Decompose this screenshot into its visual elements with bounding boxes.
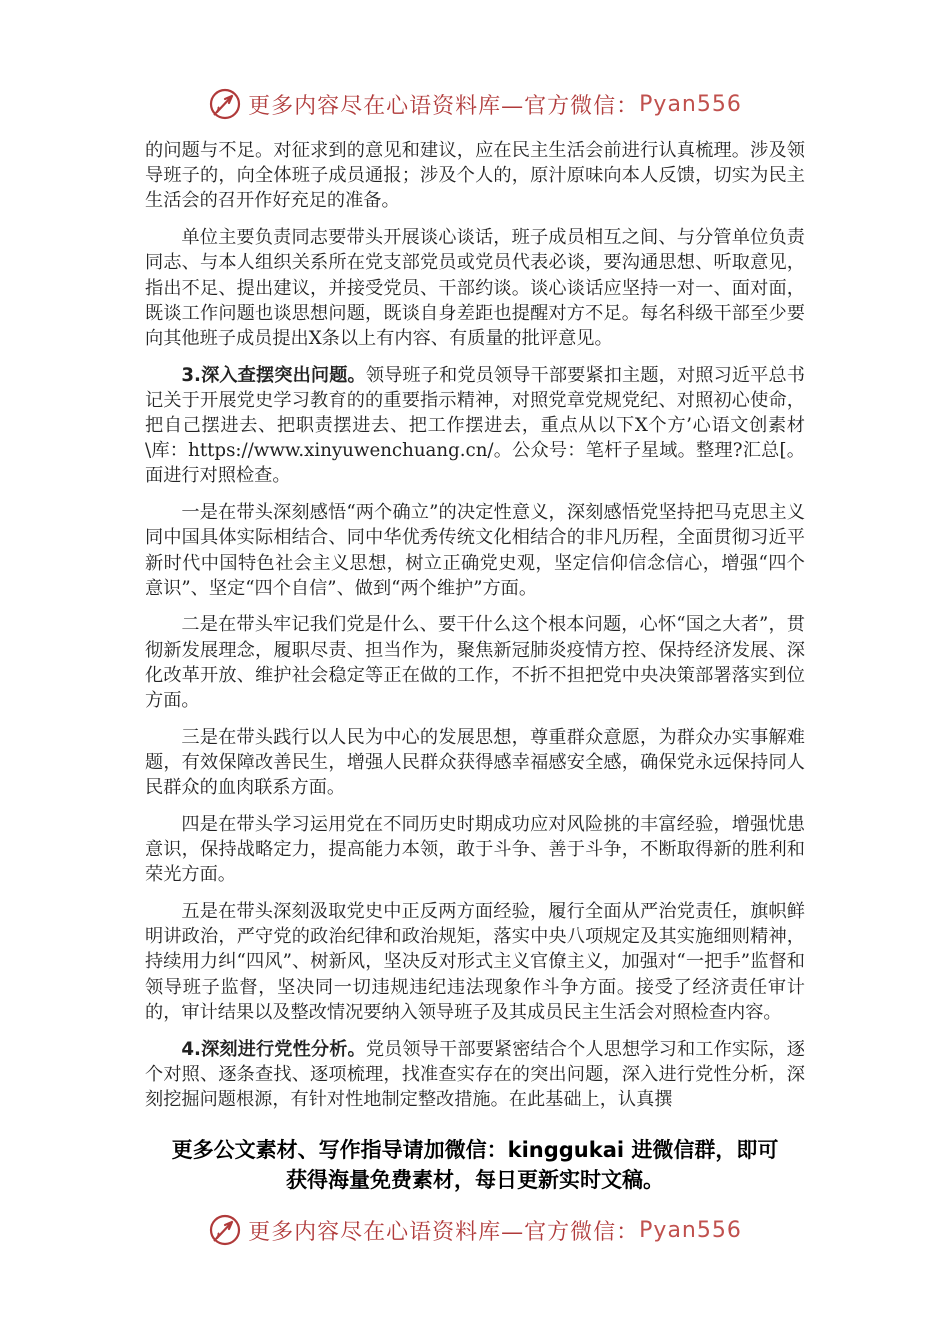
- paragraph-text: 四是在带头学习运用党在不同历史时期成功应对风险挑的丰富经验，增强忧患意识，保持战略定力，提高能力本领，敢于斗争、善于斗争，不断取得新的胜利和荣光方面。: [145, 813, 805, 886]
- paragraph-text: 党员领导干部要紧密结合个人思想学习和工作实际，逐个对照、逐条查找、逐项梳理，找准查实存在的突出问题，深入进行党性分析，深刻挖掘问题根源，有针对性地制定整改措施。在此基础上，认真撰: [145, 1038, 805, 1110]
- footer-ad-line-2: 获得海量免费素材，每日更新实时文稿。: [286, 1168, 664, 1192]
- footer-banner: [0, 1208, 950, 1252]
- paragraph: [145, 138, 805, 214]
- header-banner: [0, 82, 950, 126]
- section-heading: 3.深入查摆突出问题。: [181, 364, 366, 386]
- footer-ad: [140, 1135, 810, 1195]
- quill-logo-icon: [208, 1213, 242, 1247]
- section-heading: 4.深刻进行党性分析。: [181, 1038, 366, 1060]
- header-banner-text: 更多内容尽在心语资料库—官方微信：: [248, 93, 640, 119]
- paragraph-text: 五是在带头深刻汲取党史中正反两方面经验，履行全面从严治党责任，旗帜鲜明讲政治，严守党的政治纪律和政治规矩，落实中央八项规定及其实施细则精神，持续用力纠“四风”、树新风，坚决反对形式主义官僚主义，加强对“一把手”监督和领导班子监督，坚决同一切违规违纪违法现象作斗争方面。接受了经济责任审计的，审计结果以及整改情况要纳入领导班子及其成员民主生活会对照检查内容。: [145, 900, 805, 1023]
- paragraph-text: 的问题与不足。对征求到的意见和建议，应在民主生活会前进行认真梳理。涉及领导班子的，向全体班子成员通报；涉及个人的，原汁原味向本人反馈，切实为民主生活会的召开作好充足的准备。: [145, 140, 805, 212]
- paragraph: [145, 500, 805, 601]
- paragraph: [145, 612, 805, 713]
- footer-wechat-id: Pyan556: [639, 1217, 742, 1243]
- paragraph: [145, 363, 805, 489]
- paragraph-text: 单位主要负责同志要带头开展谈心谈话，班子成员相互之间、与分管单位负责同志、与本人组织关系所在党支部党员或党员代表必谈，要沟通思想、听取意见，指出不足、提出建议，并接受党员、干部约谈。谈心谈话应坚持一对一、面对面，既谈工作问题也谈思想问题，既谈自身差距也提醒对方不足。每名科级干部至少要向其他班子成员提出X条以上有内容、有质量的批评意见。: [145, 227, 805, 349]
- header-wechat-id: Pyan556: [639, 91, 742, 117]
- paragraph: [145, 1037, 805, 1113]
- paragraph-text: 领导班子和党员领导干部要紧扣主题，对照习近平总书记关于开展党史学习教育的的重要指示精神，对照党章党规党纪、对照初心使命，把自己摆进去、把职责摆进去、把工作摆进去，重点从以下X个方’心语文创素材\库：https://www.xinyuwenchuang.cn/。公众号：笔杆子星域。整理?汇总[。面进行对照检查。: [145, 364, 805, 487]
- footer-banner-text: 更多内容尽在心语资料库—官方微信：: [248, 1219, 640, 1245]
- paragraph-text: 三是在带头践行以人民为中心的发展思想，尊重群众意愿，为群众办实事解难题，有效保障改善民生，增强人民群众获得感幸福感安全感，确保党永远保持同人民群众的血肉联系方面。: [145, 726, 805, 799]
- paragraph-text: 一是在带头深刻感悟“两个确立”的决定性意义，深刻感悟党坚持把马克思主义同中国具体实际相结合、同中华优秀传统文化相结合的非凡历程，全面贯彻习近平新时代中国特色社会主义思想，树立正确党史观，坚定信仰信念信心，增强“四个意识”、坚定“四个自信”、做到“两个维护”方面。: [145, 502, 805, 599]
- document-body: [145, 138, 805, 1124]
- paragraph: [145, 225, 805, 351]
- footer-ad-line-1: 更多公文素材、写作指导请加微信：kinggukai 进微信群，即可: [171, 1138, 779, 1162]
- paragraph: [145, 899, 805, 1025]
- paragraph-text: 二是在带头牢记我们党是什么、要干什么这个根本问题，心怀“国之大者”，贯彻新发展理念，履职尽责、担当作为，聚焦新冠肺炎疫情方控、保持经济发展、深化改革开放、维护社会稳定等正在做的工作，不折不担把党中央决策部署落实到位方面。: [145, 614, 805, 712]
- quill-logo-icon: [208, 87, 242, 121]
- paragraph: [145, 812, 805, 888]
- paragraph: [145, 725, 805, 801]
